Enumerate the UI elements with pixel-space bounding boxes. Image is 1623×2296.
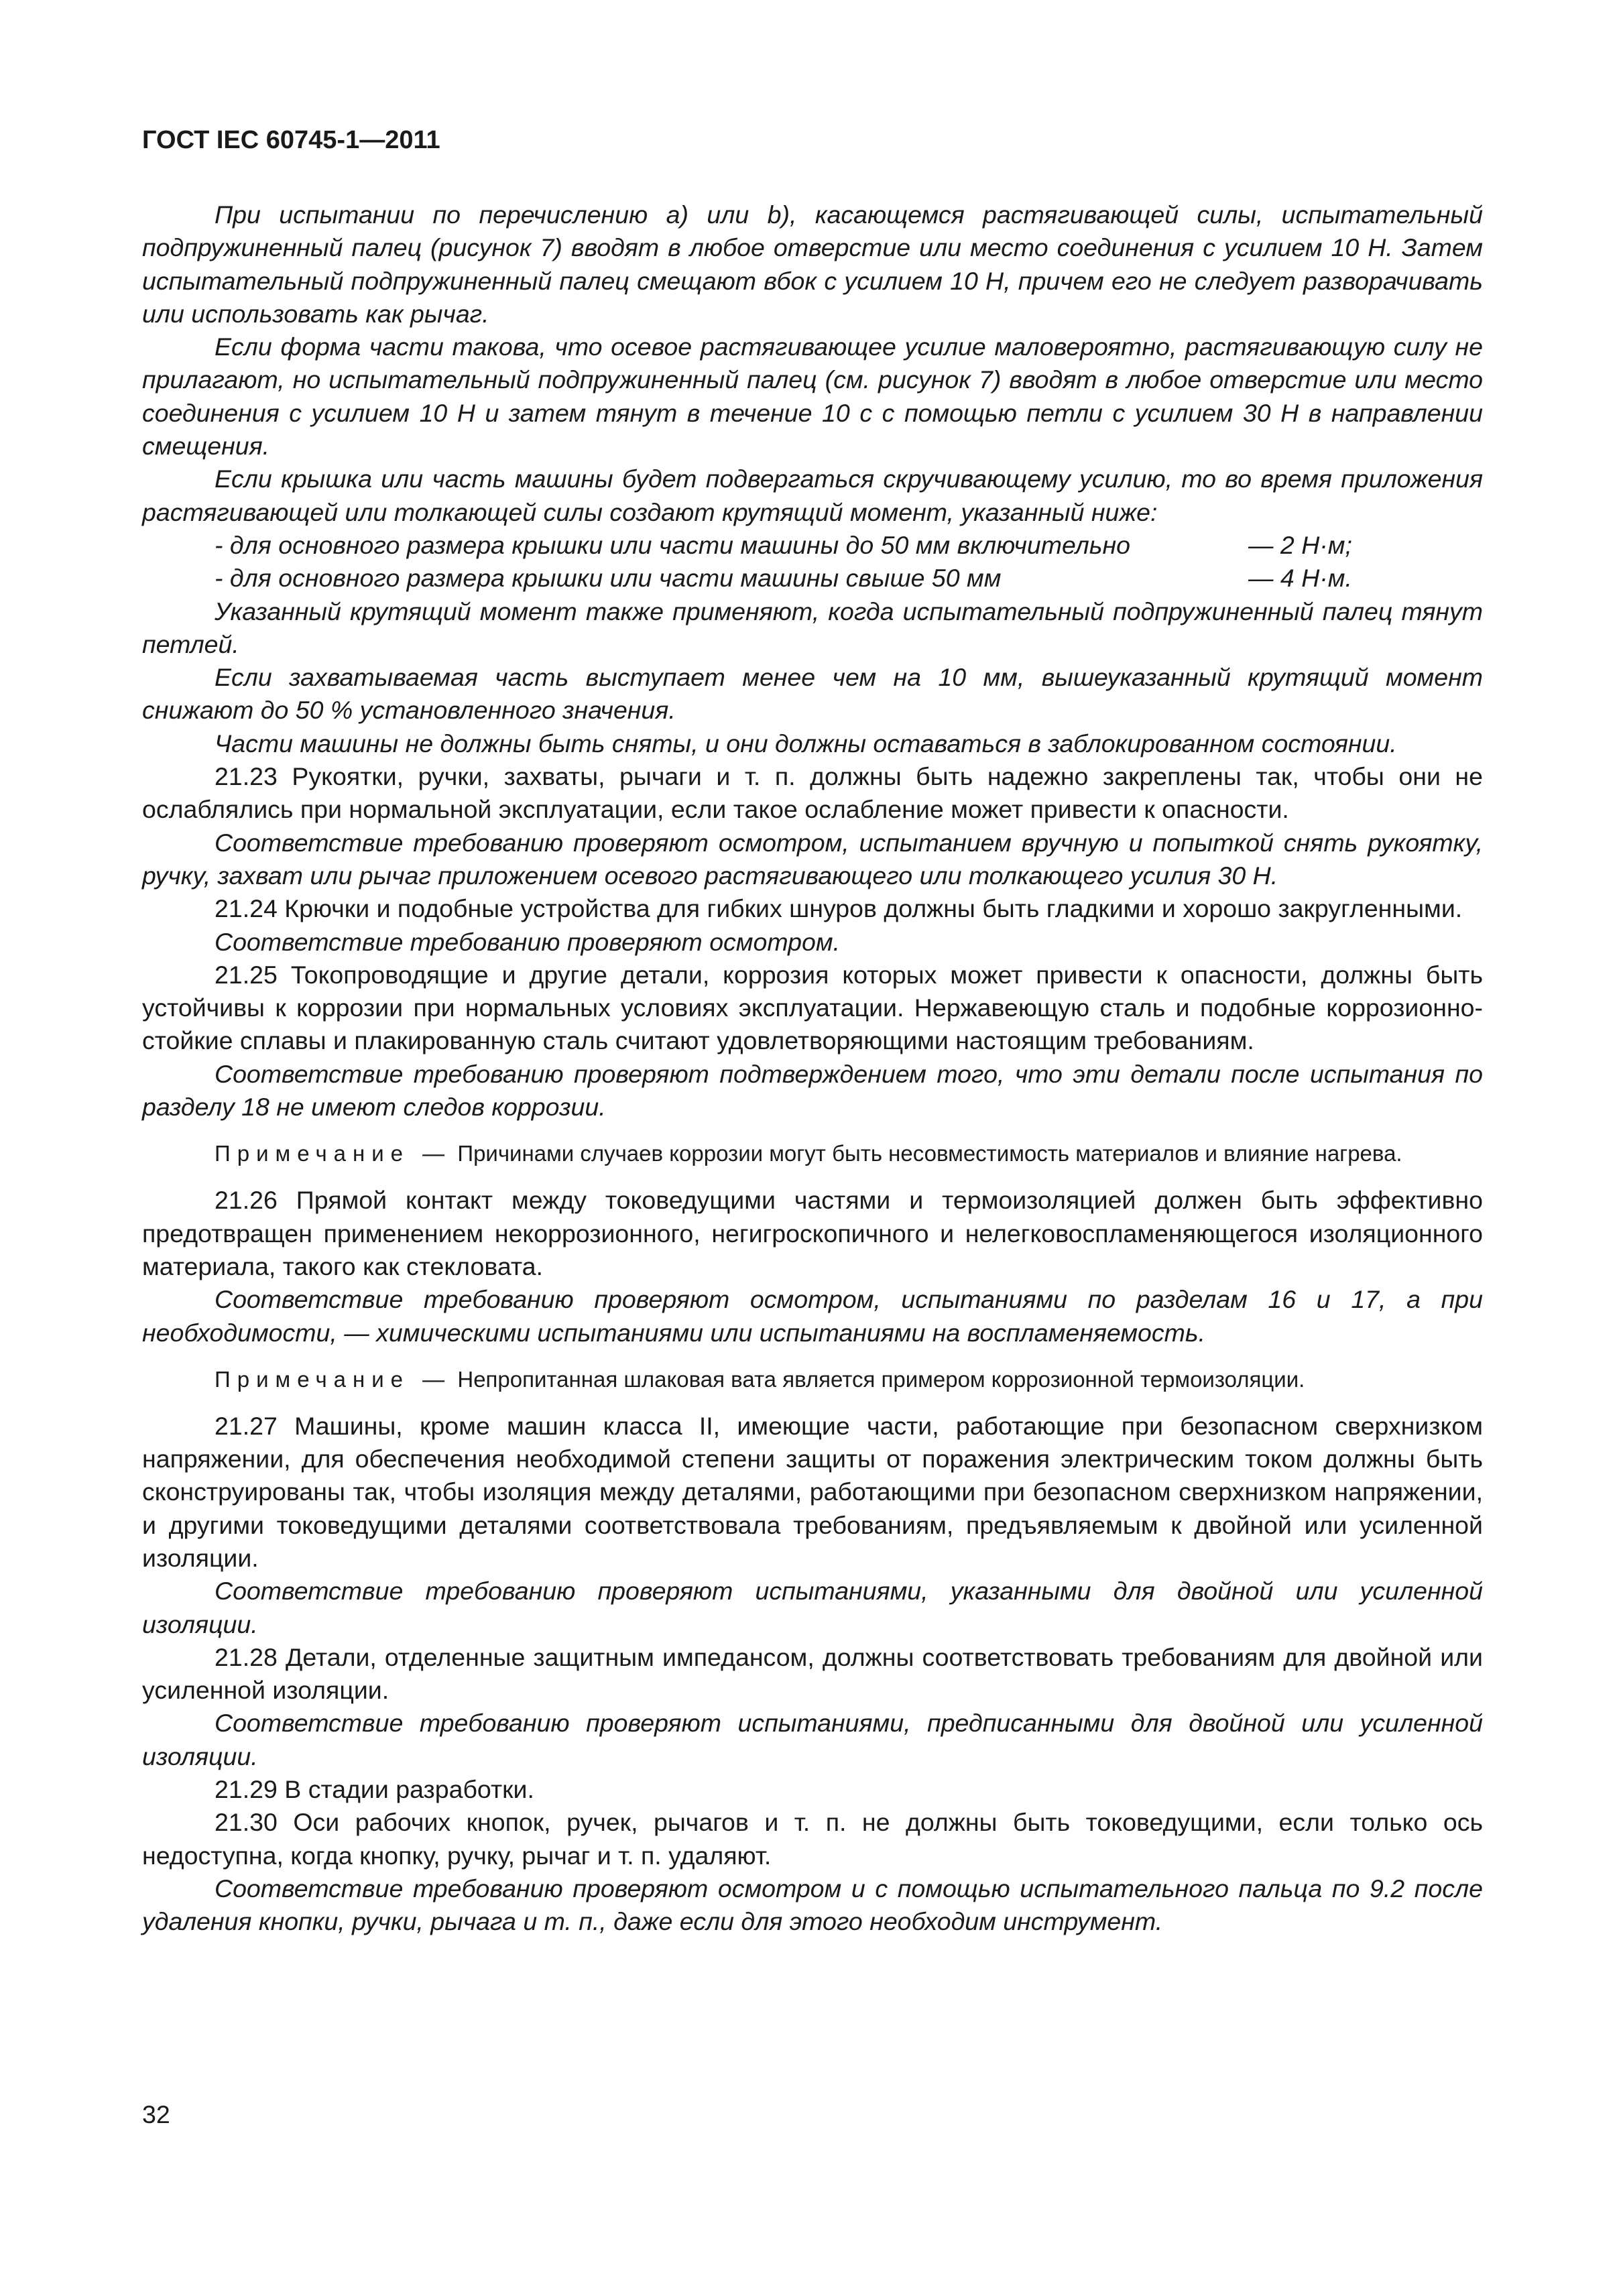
clause-21-30: 21.30 Оси рабочих кнопок, ручек, рычагов и т. п. не должны быть токоведущими, если только ось недоступна, когда кнопку, ручку, рычаг и т. п. удаляют. xyxy=(142,1808,1483,1870)
torque-list-item-value: — 4 Н·м. xyxy=(1248,564,1352,593)
note-text: Причинами случаев коррозии могут быть несовместимость материалов и влияние нагрева. xyxy=(457,1141,1402,1166)
torque-list-item-value: — 2 Н·м; xyxy=(1248,530,1352,559)
page-number: 32 xyxy=(142,2100,170,2128)
paragraph: Соответствие требованию проверяют осмотром, испытанием вручную и попыткой снять рукоятку, ручку, захват или рычаг приложением осевого растягивающего или толкающего усилия 30 Н. xyxy=(142,828,1483,890)
paragraph: Соответствие требованию проверяют осмотром. xyxy=(215,927,841,956)
clause-21-25: 21.25 Токопроводящие и другие детали, коррозия которых может привести к опасности, должны быть устойчивы к коррозии при нормальных условиях эксплуатации. Нержавеющую сталь и подобные коррозионно-стойкие сплавы и плакированную сталь считают удовлетворяющими настоящим требованиям. xyxy=(142,960,1483,1055)
note-label: Примечание — xyxy=(215,1366,452,1392)
paragraph: Указанный крутящий момент также применяют, когда испытательный подпружиненный палец тянут петлей. xyxy=(142,597,1483,658)
clause-21-26: 21.26 Прямой контакт между токоведущими частями и термоизоляцией должен быть эффективно предотвращен применением некоррозионного, негигроскопичного и нелегковоспламеняющегося изоляционного материала, такого как стекловата. xyxy=(142,1186,1483,1280)
note xyxy=(142,1138,1483,1169)
document-header: ГОСТ IEC 60745-1—2011 xyxy=(142,126,440,154)
clause-21-28: 21.28 Детали, отделенные защитным импедансом, должны соответствовать требованиям для двойной или усиленной изоляции. xyxy=(142,1642,1483,1705)
torque-list-item xyxy=(142,529,1483,562)
paragraph: Если форма части такова, что осевое растягивающее усилие маловероятно, растягивающую силу не прилагают, но испытательный подпружиненный палец (см. рисунок 7) вводят в любое отверстие или место соединения с усилием 10 Н и затем тянут в течение 10 с с помощью петли с усилием 30 Н в направлении смещения. xyxy=(142,333,1483,461)
clause-21-29: 21.29 В стадии разработки. xyxy=(215,1775,534,1804)
torque-list-item xyxy=(142,562,1483,595)
paragraph: Соответствие требованию проверяют испытаниями, указанными для двойной или усиленной изоляции. xyxy=(142,1577,1483,1638)
document-body xyxy=(142,198,1483,1939)
torque-list-item-text: - для основного размера крышки или части машины свыше 50 мм xyxy=(215,564,1002,593)
paragraph: Части машины не должны быть сняты, и они должны оставаться в заблокированном состоянии. xyxy=(215,729,1397,758)
paragraph: Соответствие требованию проверяют испытаниями, предписанными для двойной или усиленной изоляции. xyxy=(142,1709,1483,1770)
paragraph: Соответствие требованию проверяют осмотром и с помощью испытательного пальца по 9.2 после удаления кнопки, ручки, рычага и т. п., даже если для этого необходим инструмент. xyxy=(142,1874,1483,1936)
paragraph: Если захватываемая часть выступает менее чем на 10 мм, вышеуказанный крутящий момент снижают до 50 % установленного значения. xyxy=(142,663,1483,725)
clause-21-23: 21.23 Рукоятки, ручки, захваты, рычаги и т. п. должны быть надежно закреплены так, чтобы они не ослаблялись при нормальной эксплуатации, если такое ослабление может привести к опасности. xyxy=(142,762,1483,824)
torque-list-item-text: - для основного размера крышки или части машины до 50 мм включительно xyxy=(215,530,1130,559)
note xyxy=(142,1364,1483,1395)
note-label: Примечание — xyxy=(215,1141,452,1166)
clause-21-24: 21.24 Крючки и подобные устройства для гибких шнуров должны быть гладкими и хорошо закругленными. xyxy=(215,894,1463,923)
paragraph: При испытании по перечислению а) или b), касающемся растягивающей силы, испытательный подпружиненный палец (рисунок 7) вводят в любое отверстие или место соединения с усилием 10 Н. Затем испытательный подпружиненный палец смещают вбок с усилием 10 Н, причем его не следует разворачивать или использовать как рычаг. xyxy=(142,200,1483,328)
paragraph: Соответствие требованию проверяют подтверждением того, что эти детали после испытания по разделу 18 не имеют следов коррозии. xyxy=(142,1059,1483,1122)
note-text: Непропитанная шлаковая вата является примером коррозионной термоизоляции. xyxy=(457,1366,1305,1392)
clause-21-27: 21.27 Машины, кроме машин класса II, имеющие части, работающие при безопасном сверхнизком напряжении, для обеспечения необходимой степени защиты от поражения электрическим током должны быть сконструированы так, чтобы изоляция между деталями, работающими при безопасном сверхнизком напряжении, и другими токоведущими деталями соответствовала требованиям, предъявляемым к двойной или усиленной изоляции. xyxy=(142,1411,1483,1572)
paragraph: Соответствие требованию проверяют осмотром, испытаниями по разделам 16 и 17, а при необходимости, — химическими испытаниями или испытаниями на воспламеняемость. xyxy=(142,1285,1483,1347)
paragraph: Если крышка или часть машины будет подвергаться скручивающему усилию, то во время приложения растягивающей или толкающей силы создают крутящий момент, указанный ниже: xyxy=(142,465,1483,526)
